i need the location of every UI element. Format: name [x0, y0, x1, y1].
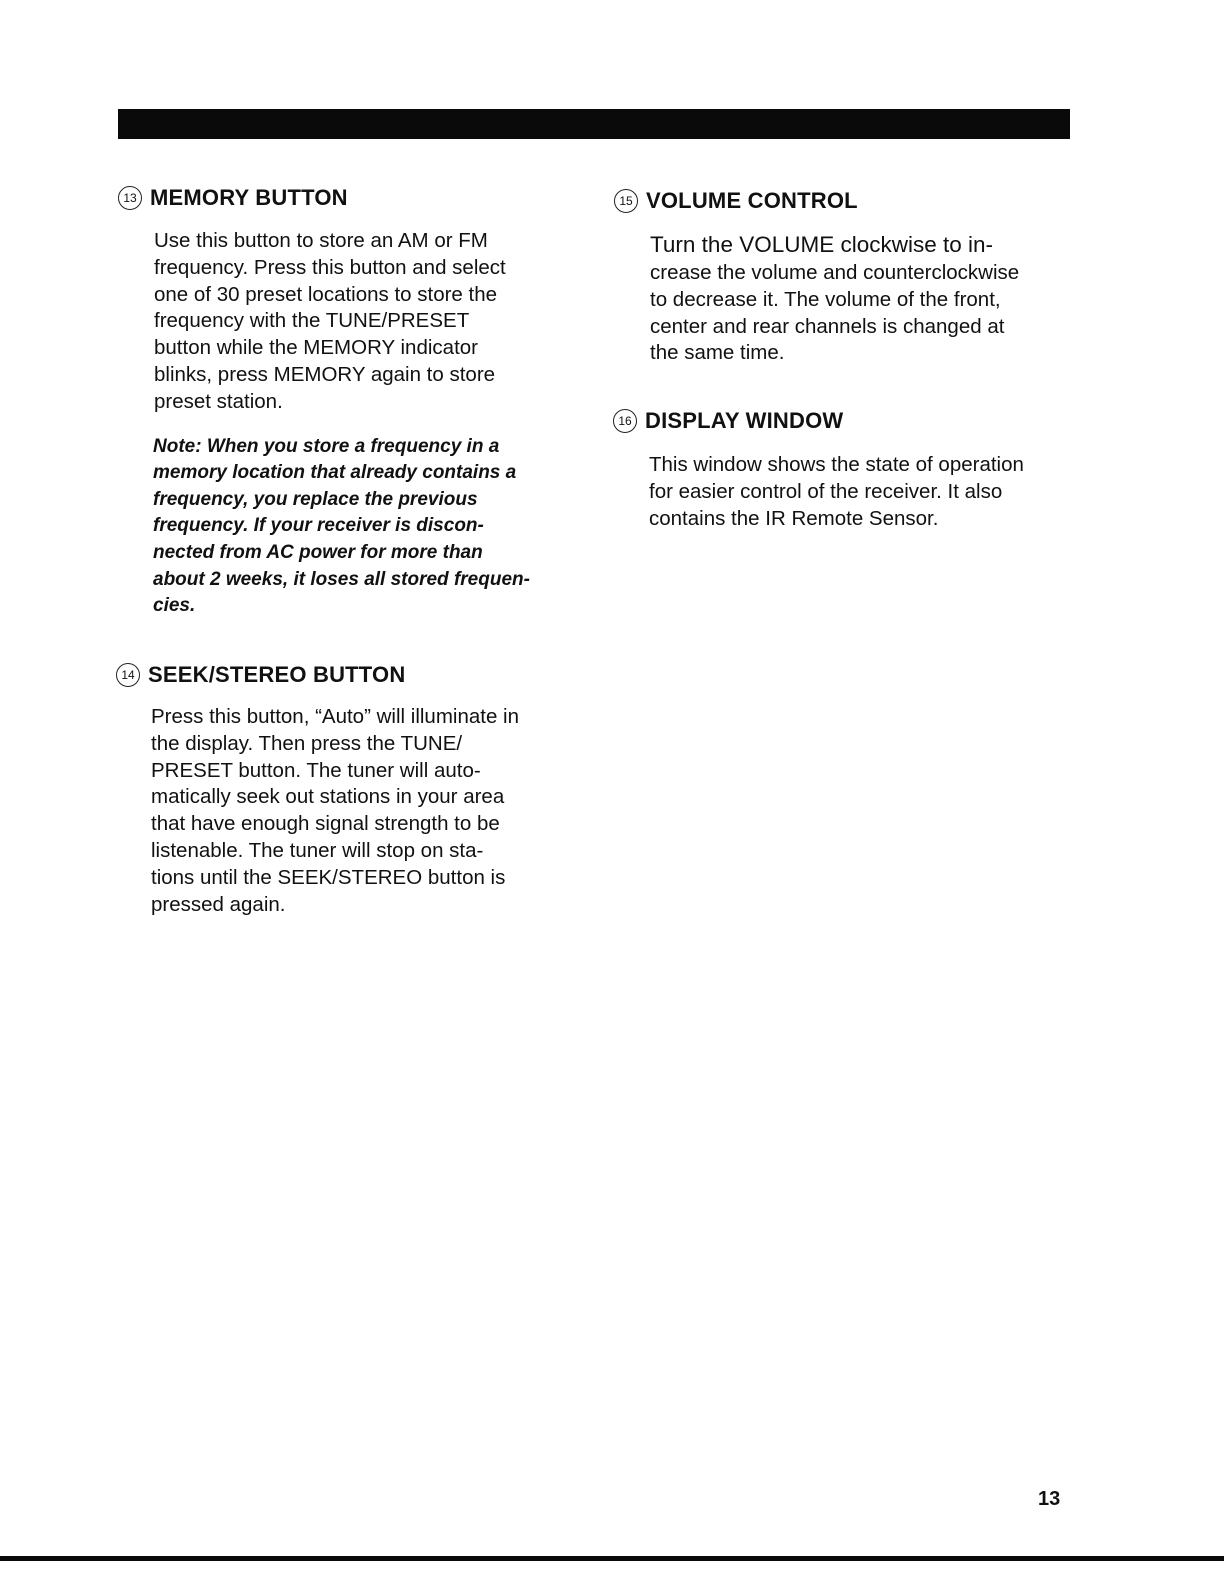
section-body [154, 228, 578, 416]
body-line: Turn the VOLUME clockwise to in- [650, 232, 994, 257]
body-line: Use this button to store an AM or FM [154, 229, 488, 252]
note-line: memory location that already contains a [153, 462, 517, 484]
body-line: button while the MEMORY indicator [154, 336, 478, 360]
section-heading [613, 408, 1083, 434]
note-block [153, 434, 578, 620]
section-volume-control [614, 188, 1084, 367]
body-line: pressed again. [151, 892, 286, 916]
section-heading [118, 185, 578, 211]
section-body [650, 230, 1084, 367]
body-line: the same time. [650, 341, 785, 365]
section-title: SEEK/STEREO BUTTON [148, 662, 406, 687]
circled-number-icon: 13 [118, 186, 142, 210]
body-line: frequency with the TUNE/PRESET [154, 309, 470, 333]
body-line: center and rear channels is changed at [650, 314, 1005, 338]
section-body [151, 704, 586, 918]
body-line: the display. Then press the TUNE/ [151, 731, 463, 755]
page-number: 13 [1038, 1488, 1061, 1510]
body-line: blinks, press MEMORY again to store [154, 362, 496, 386]
note-line: about 2 weeks, it loses all stored frequen- [153, 568, 530, 590]
section-title: DISPLAY WINDOW [645, 408, 844, 433]
body-line: tions until the SEEK/STEREO button is [151, 865, 506, 889]
body-line: that have enough signal strength to be [151, 812, 500, 836]
note-line: nected from AC power for more than [153, 541, 483, 563]
body-line: matically seek out stations in your area [151, 785, 505, 809]
circled-number-icon: 14 [116, 663, 140, 687]
section-heading [116, 662, 586, 688]
body-line: contains the IR Remote Sensor. [649, 506, 939, 530]
body-line: preset station. [154, 389, 283, 413]
body-line: frequency. Press this button and select [154, 255, 506, 279]
section-display-window [613, 408, 1083, 532]
circled-number-icon: 16 [613, 409, 637, 433]
body-line: crease the volume and counterclockwise [650, 261, 1020, 284]
body-line: Press this button, “Auto” will illuminate in [151, 705, 520, 728]
section-seek-stereo-button [116, 662, 586, 918]
body-line: listenable. The tuner will stop on sta- [151, 838, 484, 862]
bottom-rule [0, 1556, 1224, 1561]
body-line: PRESET button. The tuner will auto- [151, 758, 481, 782]
section-memory-button [118, 185, 578, 620]
body-line: one of 30 preset locations to store the [154, 282, 498, 306]
section-title: VOLUME CONTROL [646, 188, 858, 213]
body-line: This window shows the state of operation [649, 453, 1024, 476]
body-line: to decrease it. The volume of the front, [650, 287, 1001, 311]
body-line: for easier control of the receiver. It also [649, 479, 1003, 503]
note-line: Note: When you store a frequency in a [153, 435, 500, 457]
circled-number-icon: 15 [614, 189, 638, 213]
header-bar [118, 109, 1070, 139]
note-line: cies. [153, 595, 196, 617]
section-heading [614, 188, 1084, 214]
note-line: frequency, you replace the previous [153, 488, 478, 510]
section-body [649, 452, 1083, 532]
note-line: frequency. If your receiver is discon- [153, 515, 484, 537]
section-title: MEMORY BUTTON [150, 185, 348, 210]
